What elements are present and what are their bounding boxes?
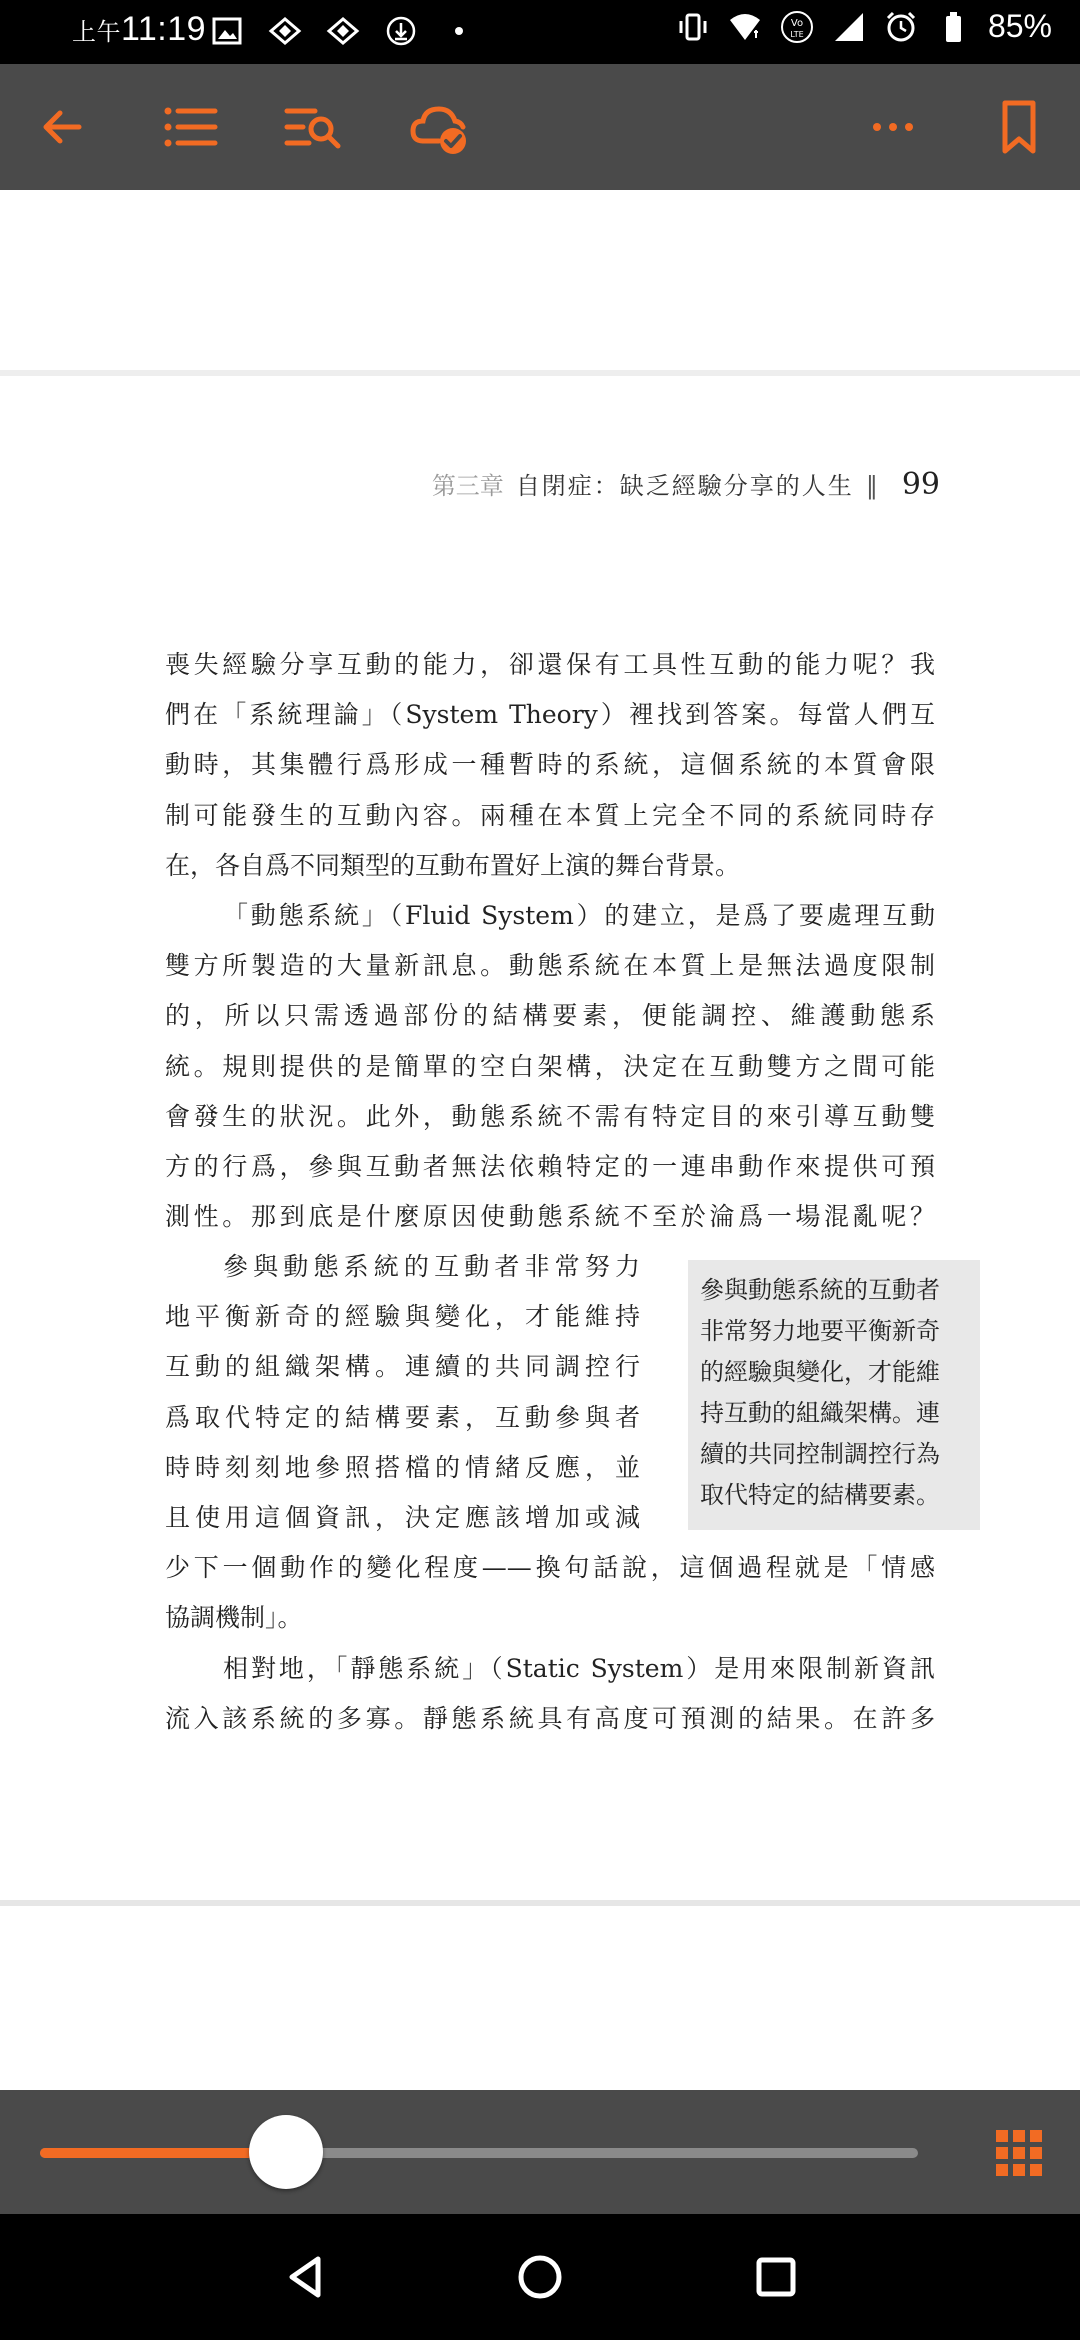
text-line: 「動態系統」（Fluid System）的建立，是爲了要處理互動	[223, 901, 935, 930]
image-icon	[210, 14, 244, 48]
progress-slider-thumb[interactable]	[249, 2115, 323, 2189]
recents-square-icon[interactable]	[748, 2249, 804, 2305]
search-button[interactable]	[278, 94, 348, 160]
text-line: 且使用這個資訊，決定應該增加或減	[165, 1503, 640, 1533]
text-line: 動時，其集體行爲形成一種暫時的系統，這個系統的本質會限	[165, 750, 935, 780]
text-line: 相對地，「靜態系統」（Static System）是用來限制新資訊	[223, 1654, 935, 1683]
page-number: 99	[901, 467, 940, 502]
vibrate-icon	[676, 10, 710, 44]
signal-icon	[832, 10, 866, 44]
text-line: 會發生的狀況。此外，動態系統不需有特定目的來引導互動雙	[165, 1101, 935, 1131]
cloud-sync-button[interactable]	[404, 94, 474, 160]
book-page[interactable]	[0, 376, 1080, 1900]
home-circle-icon[interactable]	[512, 2249, 568, 2305]
text-line: 流入該系統的多寡。靜態系統具有高度可預測的結果。在許多	[165, 1704, 935, 1734]
download-icon	[384, 14, 418, 48]
text-line: 協調機制」。	[165, 1603, 303, 1633]
paragraph-4	[165, 1644, 935, 1744]
running-head-title: 自閉症：缺乏經驗分享的人生	[515, 472, 854, 500]
text-line: 的，所以只需透過部份的結構要素，便能調控、維護動態系	[165, 1001, 935, 1031]
pull-quote-line: 續的共同控制調控行為	[700, 1440, 940, 1468]
status-system-icons	[676, 8, 1052, 45]
text-line: 參與動態系統的互動者非常努力	[223, 1252, 640, 1281]
page-grid-icon	[996, 2130, 1042, 2176]
volte-icon	[780, 10, 814, 44]
system-nav-bar	[0, 2214, 1080, 2340]
time-prefix: 上午	[72, 19, 121, 46]
status-notification-icons	[210, 14, 476, 48]
time-value: 11:19	[121, 10, 207, 48]
toc-button[interactable]	[154, 94, 224, 160]
text-line: 雙方所製造的大量新訊息。動態系統在本質上是無法過度限制	[165, 951, 935, 981]
cloud-sync-check-icon	[409, 97, 469, 157]
text-line: 互動的組織架構。連續的共同調控行	[165, 1352, 640, 1382]
wifi-icon	[728, 10, 762, 44]
text-line: 地平衡新奇的經驗與變化，才能維持	[165, 1302, 640, 1332]
svg-text:Vo: Vo	[790, 17, 804, 29]
text-line: 在，各自爲不同類型的互動布置好上演的舞台背景。	[165, 850, 741, 880]
diamond-icon	[268, 14, 302, 48]
paragraph-2	[165, 891, 935, 1242]
back-arrow-icon	[33, 97, 93, 157]
bookmark-icon	[989, 97, 1049, 157]
back-button[interactable]	[28, 94, 98, 160]
text-line: 少下一個動作的變化程度——換句話說，這個過程就是「情感	[165, 1553, 935, 1582]
search-list-icon	[283, 97, 343, 157]
running-head	[430, 466, 940, 506]
text-line: 方的行爲，參與互動者無法依賴特定的一連串動作來提供可預	[165, 1152, 935, 1182]
previous-page-area	[0, 190, 1080, 370]
toc-list-icon	[159, 97, 219, 157]
pull-quote-line: 參與動態系統的互動者	[700, 1276, 940, 1304]
paragraph-3-continued	[165, 1543, 935, 1643]
paragraph-3-narrow	[165, 1242, 640, 1543]
text-line: 統。規則提供的是簡單的空白架構，決定在互動雙方之間可能	[165, 1051, 935, 1081]
status-bar	[0, 0, 1080, 64]
running-head-separator: ‖	[865, 472, 878, 500]
paragraph-1	[165, 640, 935, 891]
dot-icon	[442, 14, 476, 48]
text-line: 爲取代特定的結構要素，互動參與者	[165, 1402, 640, 1432]
status-time	[72, 10, 206, 49]
more-button[interactable]	[858, 94, 928, 160]
running-head-chapter: 第三章	[431, 472, 504, 500]
svg-text:LTE: LTE	[790, 29, 804, 39]
pull-quote-box	[688, 1260, 980, 1530]
pull-quote-line: 的經驗與變化，才能維	[700, 1358, 940, 1386]
text-line: 時時刻刻地參照搭檔的情緒反應，並	[165, 1452, 640, 1482]
reading-progress-bar	[0, 2090, 1080, 2214]
bookmark-button[interactable]	[984, 94, 1054, 160]
pull-quote-line: 非常努力地要平衡新奇	[700, 1317, 940, 1345]
reader-toolbar	[0, 64, 1080, 190]
battery-percent: 85%	[987, 8, 1052, 44]
alarm-icon	[884, 10, 918, 44]
pull-quote-line: 持互動的組織架構。連	[700, 1399, 940, 1427]
page-divider	[0, 1900, 1080, 1906]
diamond-icon	[326, 14, 360, 48]
back-triangle-icon[interactable]	[278, 2249, 334, 2305]
battery-icon	[936, 10, 970, 44]
text-line: 喪失經驗分享互動的能力，卻還保有工具性互動的能力呢？我	[165, 650, 935, 679]
more-dots-icon	[863, 97, 923, 157]
text-line: 們在「系統理論」（System Theory）裡找到答案。每當人們互	[165, 700, 935, 730]
page-grid-button[interactable]	[996, 2130, 1042, 2176]
text-line: 測性。那到底是什麼原因使動態系統不至於淪爲一場混亂呢？	[165, 1202, 935, 1232]
text-line: 制可能發生的互動內容。兩種在本質上完全不同的系統同時存	[165, 800, 935, 830]
pull-quote-line: 取代特定的結構要素。	[700, 1481, 940, 1509]
